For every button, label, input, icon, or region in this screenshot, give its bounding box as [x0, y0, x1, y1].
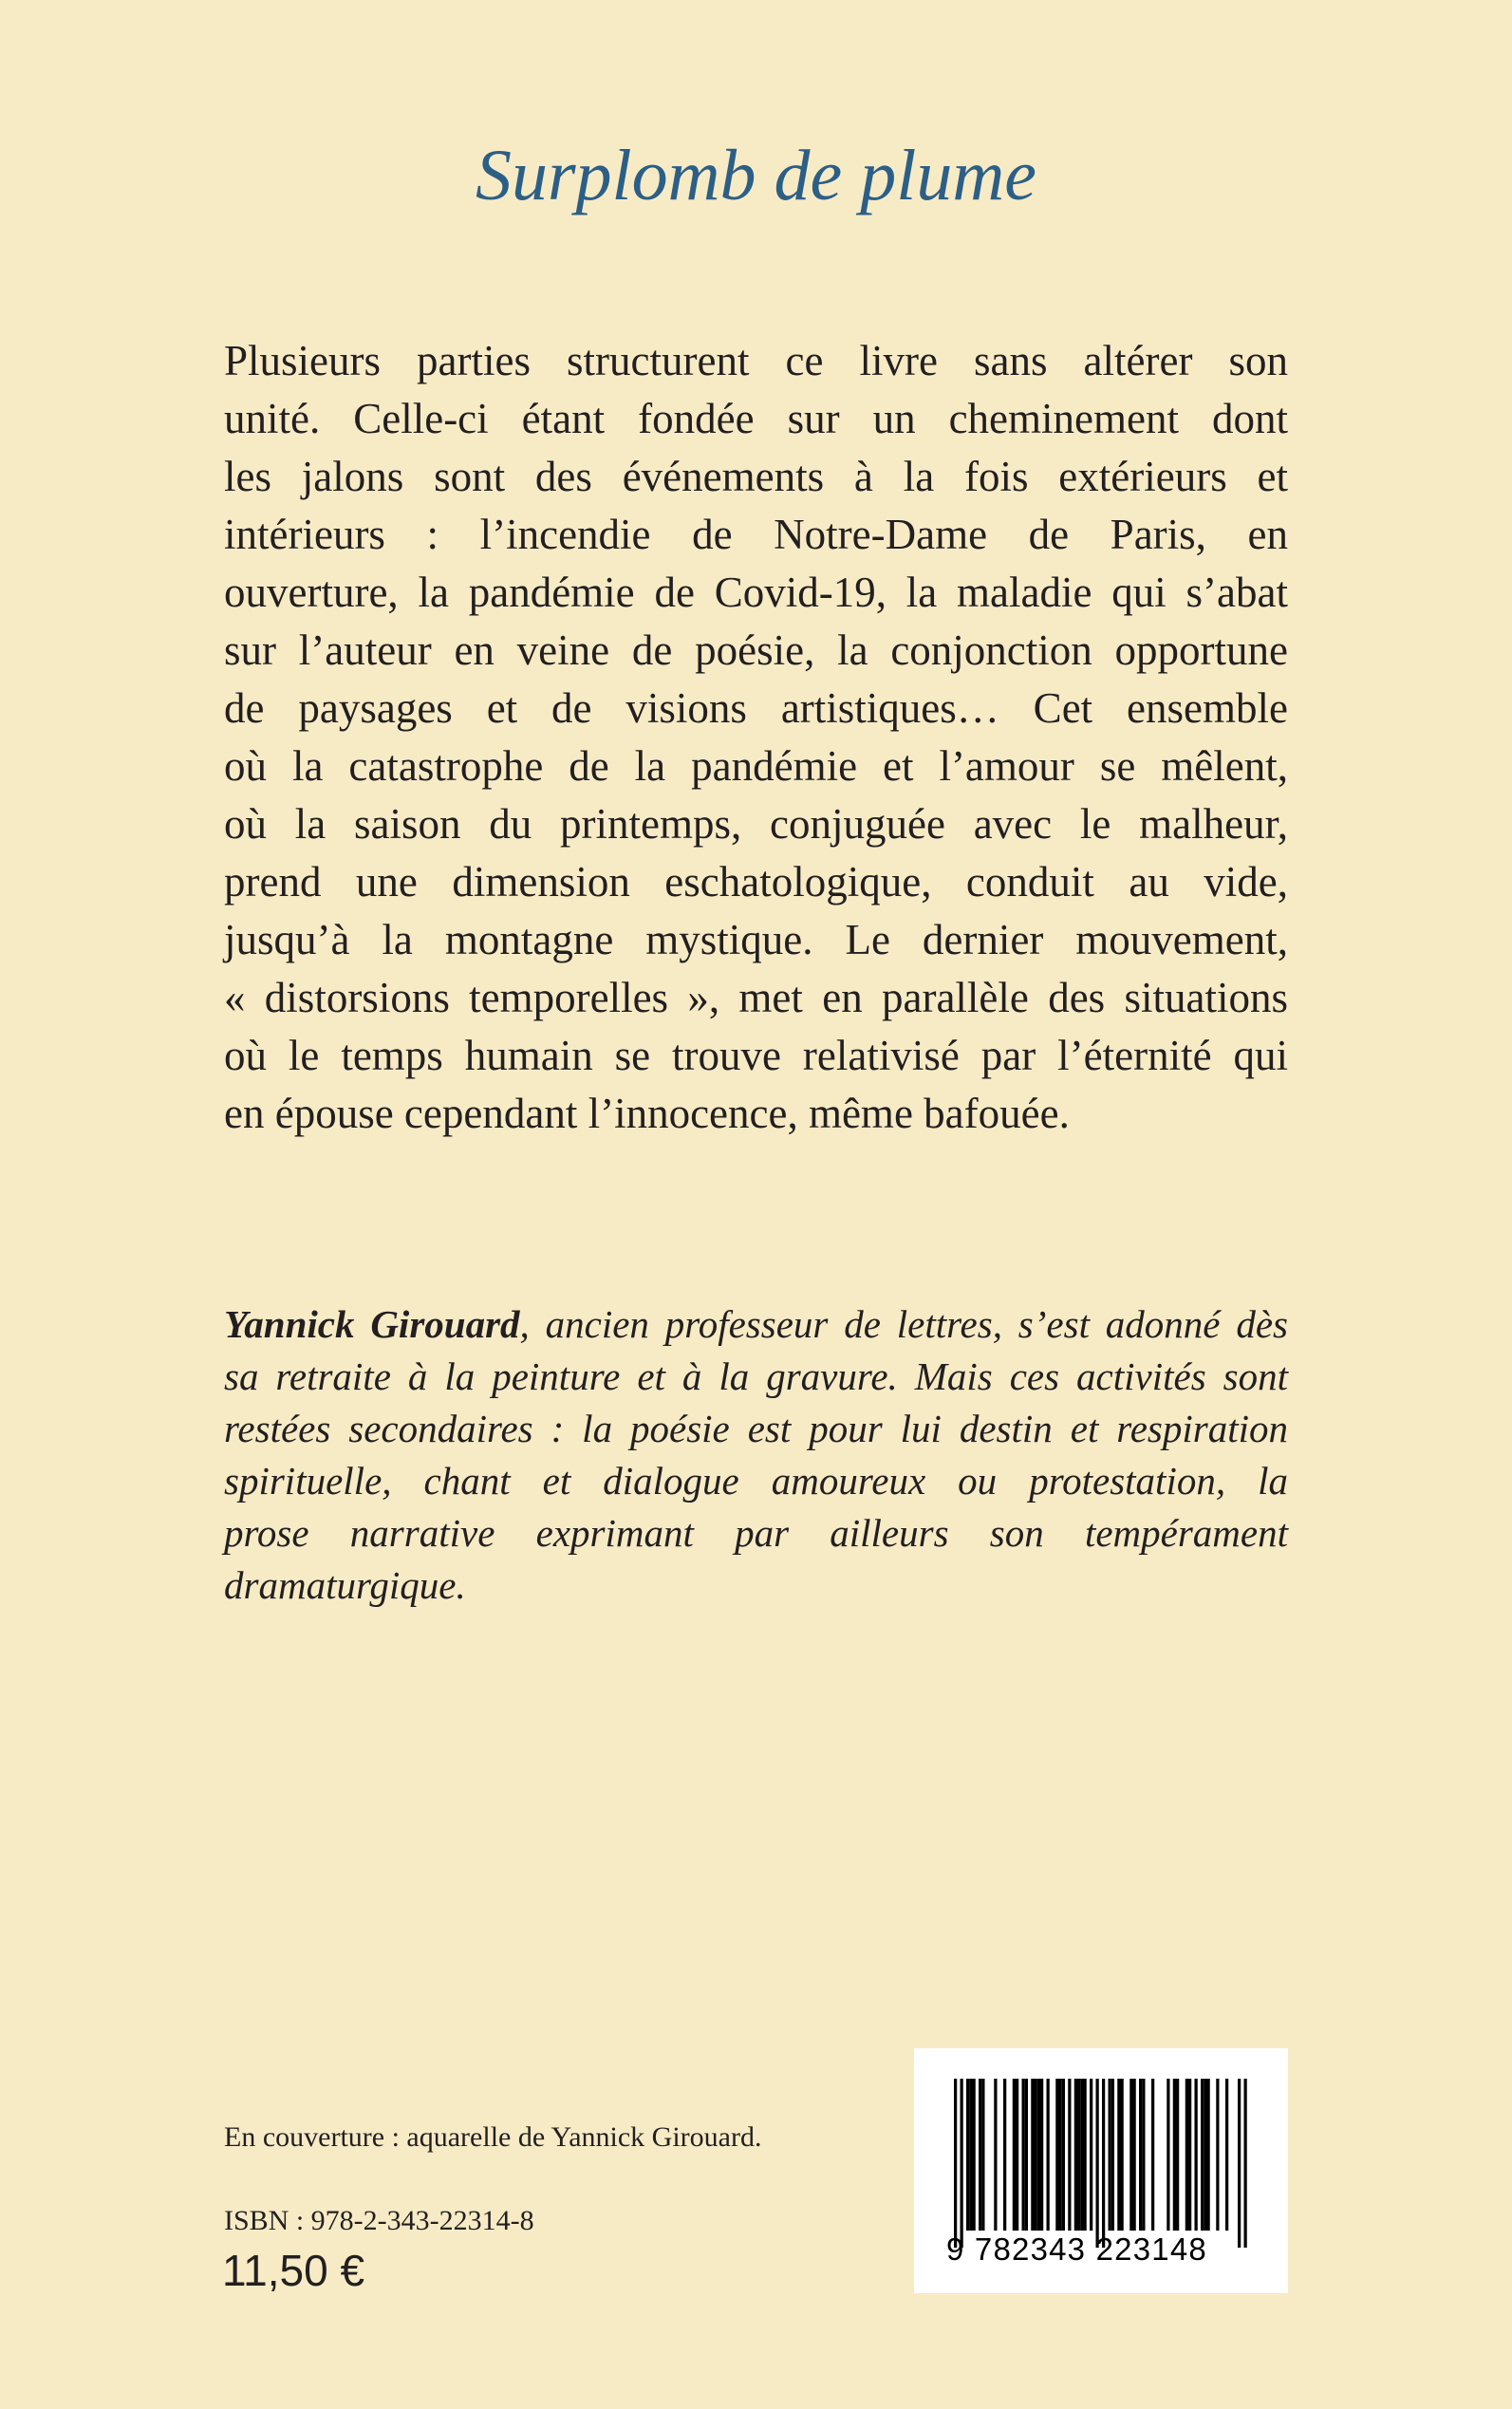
barcode-bar	[1244, 2079, 1247, 2248]
barcode-bar	[994, 2079, 997, 2231]
barcode-bar	[1059, 2079, 1062, 2231]
barcode-bar	[1031, 2079, 1034, 2231]
barcode-bar	[1139, 2079, 1142, 2231]
barcode-bar	[1074, 2079, 1077, 2231]
blurb-line: ouverture, la pandémie de Covid-19, la maladie qui s’abat	[224, 569, 1288, 616]
barcode-bar	[1129, 2079, 1132, 2231]
barcode-bar	[1133, 2079, 1136, 2231]
barcode-bar	[1111, 2079, 1114, 2231]
barcode-bar	[1047, 2079, 1050, 2231]
barcode-bar	[1102, 2079, 1105, 2248]
bio-first-line-text: , ancien professeur de lettres, s’est adonné dès	[519, 1302, 1289, 1346]
blurb-line: prend une dimension eschatologique, conduit au vide,	[224, 858, 1288, 906]
barcode-bar	[1090, 2079, 1092, 2231]
barcode-bar	[1201, 2079, 1204, 2231]
blurb-line: les jalons sont des événements à la fois extérieurs et	[224, 453, 1288, 500]
barcode-bar	[1207, 2079, 1210, 2231]
barcode-digits: 9 782343 223148	[946, 2232, 1207, 2267]
barcode-panel	[914, 2048, 1288, 2293]
blurb-line: Plusieurs parties structurent ce livre sans altérer son	[224, 337, 1288, 384]
bio-line: dramaturgique.	[224, 1563, 466, 1607]
barcode-bar	[1225, 2079, 1228, 2231]
barcode-bar	[1185, 2079, 1188, 2231]
barcode-bar	[1195, 2079, 1198, 2231]
barcode-bar	[954, 2079, 957, 2248]
bio-line: restées secondaires : la poésie est pour lui destin et respiration	[224, 1407, 1288, 1450]
barcode-bar	[961, 2079, 963, 2248]
barcode-bar	[1080, 2079, 1083, 2231]
barcode-bar	[1204, 2079, 1206, 2231]
book-title: Surplomb de plume	[475, 136, 1037, 215]
blurb-line: jusqu’à la montagne mystique. Le dernier mouvement,	[224, 916, 1288, 963]
author-bio	[224, 1298, 1288, 1612]
blurb-line: où la catastrophe de la pandémie et l’amour se mêlent,	[224, 742, 1288, 790]
barcode-bar	[1121, 2079, 1124, 2231]
barcode-bar	[1035, 2079, 1037, 2231]
barcode-bar	[1016, 2079, 1018, 2231]
blurb-line: où le temps humain se trouve relativisé par l’éternité qui	[224, 1032, 1288, 1079]
barcode-bar	[1022, 2079, 1025, 2231]
barcode-bar	[1037, 2079, 1040, 2231]
barcode-bar	[1188, 2079, 1191, 2231]
bio-line	[224, 1298, 1288, 1351]
barcode-bar	[1096, 2079, 1099, 2248]
barcode-bar	[1117, 2079, 1120, 2231]
barcode-bar	[1084, 2079, 1087, 2231]
cover-credit: En couverture : aquarelle de Yannick Girouard.	[224, 2121, 762, 2153]
barcode-bar	[1055, 2079, 1058, 2231]
barcode-bar	[969, 2079, 972, 2231]
bio-line: sa retraite à la peinture et à la gravure. Mais ces activités sont	[224, 1354, 1288, 1398]
barcode-bar	[1238, 2079, 1241, 2248]
barcode-bar	[1167, 2079, 1169, 2231]
barcode-bar	[979, 2079, 981, 2231]
barcode-bar	[966, 2079, 969, 2231]
barcode-bar	[1025, 2079, 1028, 2231]
blurb-line: en épouse cependant l’innocence, même bafouée.	[224, 1090, 1070, 1137]
barcode-bar	[1176, 2079, 1179, 2231]
barcode-bar	[973, 2079, 976, 2231]
barcode-bar	[1013, 2079, 1016, 2231]
barcode-bar	[981, 2079, 984, 2231]
price: 11,50 €	[222, 2246, 365, 2295]
blurb-line: sur l’auteur en veine de poésie, la conjonction opportune	[224, 626, 1288, 674]
barcode-bar	[1142, 2079, 1145, 2231]
author-name: Yannick Girouard	[224, 1302, 520, 1346]
barcode-bar	[1077, 2079, 1080, 2231]
bio-line: spirituelle, chant et dialogue amoureux ou protestation, la	[224, 1459, 1288, 1503]
blurb-line: intérieurs : l’incendie de Notre-Dame de Paris, en	[224, 511, 1288, 558]
back-cover-blurb	[224, 332, 1288, 1143]
barcode-bar	[1109, 2079, 1111, 2231]
barcode-bar	[1068, 2079, 1071, 2231]
blurb-line: où la saison du printemps, conjuguée avec le malheur,	[224, 800, 1288, 848]
barcode-image	[943, 2079, 1260, 2250]
barcode-bar	[1040, 2079, 1043, 2231]
barcode-bar	[1216, 2079, 1219, 2231]
blurb-line: unité. Celle-ci étant fondée sur un cheminement dont	[224, 395, 1288, 442]
barcode-bar	[1062, 2079, 1065, 2231]
bio-line: prose narrative exprimant par ailleurs son tempérament	[224, 1511, 1288, 1555]
barcode-bar	[1003, 2079, 1006, 2231]
blurb-line: « distorsions temporelles », met en parallèle des situations	[224, 974, 1288, 1021]
barcode-bar	[1173, 2079, 1176, 2231]
isbn: ISBN : 978-2-343-22314-8	[224, 2205, 534, 2236]
blurb-line: de paysages et de visions artistiques… Cet ensemble	[224, 684, 1288, 732]
barcode-bar	[1151, 2079, 1154, 2231]
